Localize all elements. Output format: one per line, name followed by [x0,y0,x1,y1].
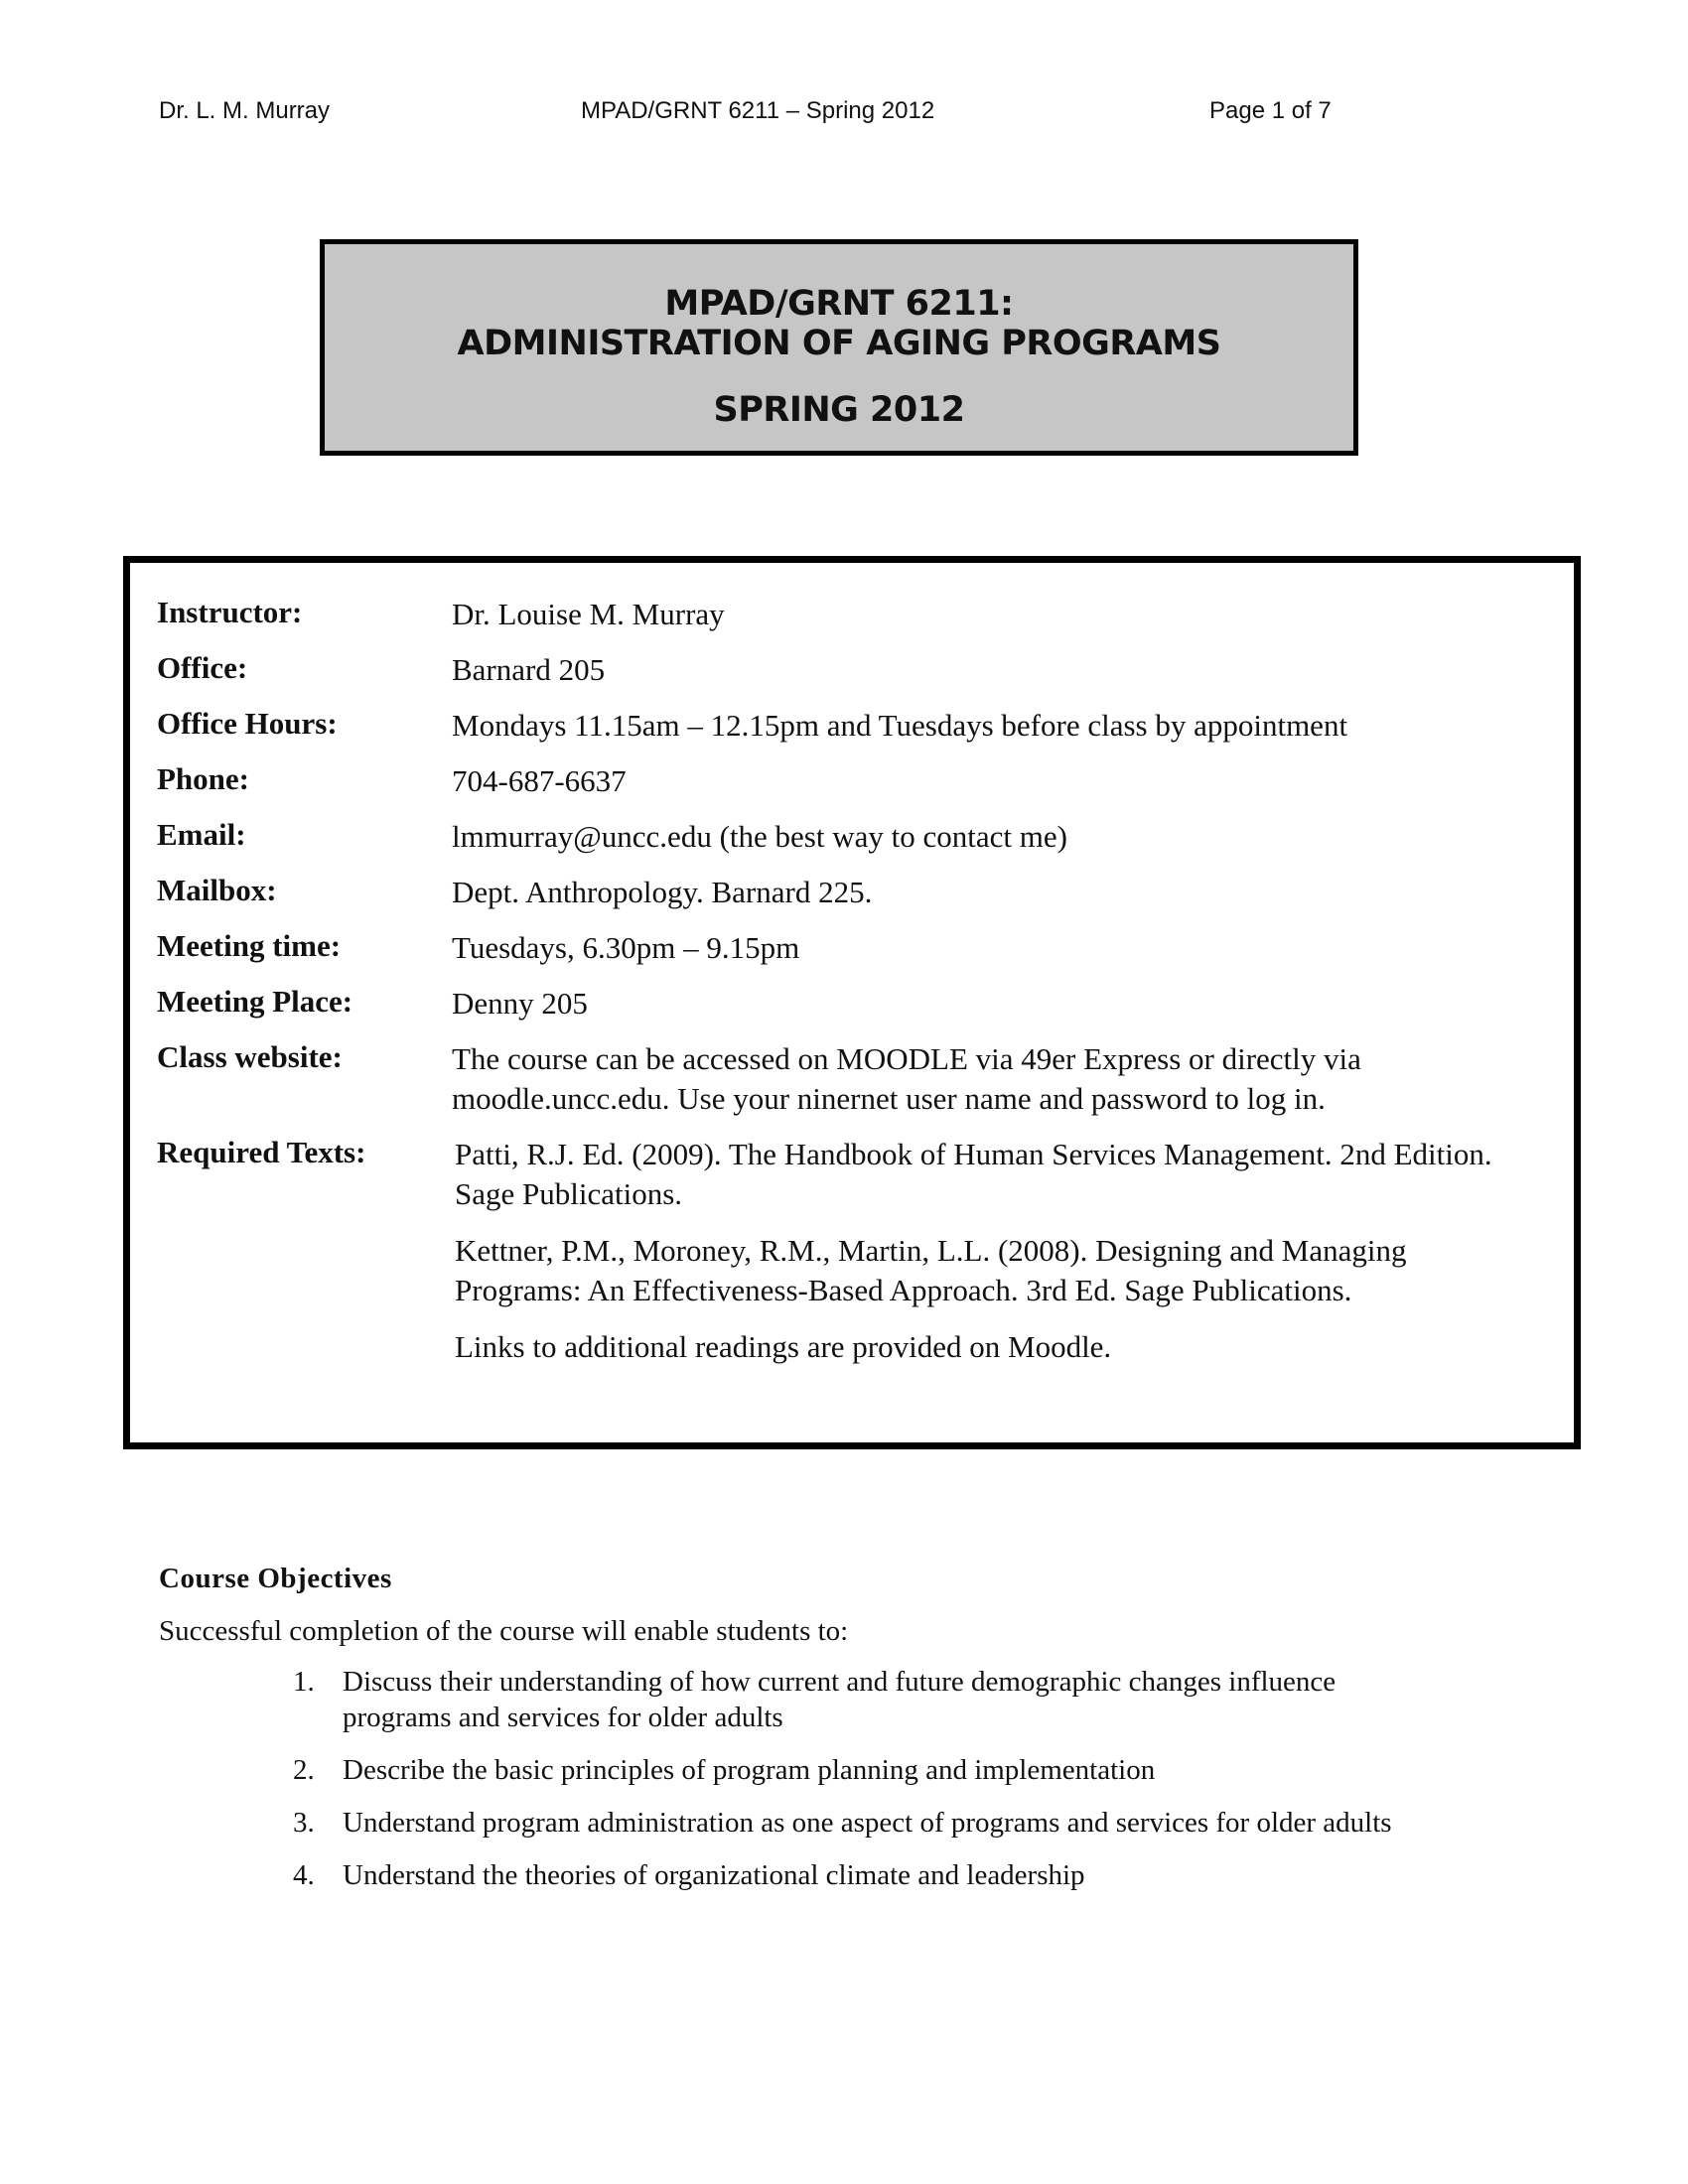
required-text-item: Patti, R.J. Ed. (2009). The Handbook of Human Services Management. 2nd Edition. Sage Publications. [455,1137,1492,1211]
list-item [159,1664,1415,1735]
list-item-number: 2. [293,1754,315,1786]
info-label: Meeting Place: [157,984,353,1019]
course-name-title: ADMINISTRATION OF AGING PROGRAMS [457,324,1221,363]
list-item [159,1857,1415,1893]
required-texts-list [455,1135,1527,1367]
list-item [159,1805,1415,1841]
course-semester-title: SPRING 2012 [713,390,965,430]
header-author: Dr. L. M. Murray [159,97,331,124]
header-page-number: Page 1 of 7 [1209,97,1332,124]
info-value: Denny 205 [452,986,588,1021]
info-value: lmmurray@uncc.edu (the best way to contact me) [452,819,1067,854]
objectives-intro: Successful completion of the course will enable students to: [159,1615,849,1647]
info-value: Dept. Anthropology. Barnard 225. [452,875,873,909]
info-label: Instructor: [157,595,303,629]
info-value: Dr. Louise M. Murray [452,597,725,631]
course-code-title: MPAD/GRNT 6211: [664,284,1014,324]
running-header [159,97,1331,137]
info-value: The course can be accessed on MOODLE via 49er Express or directly via moodle.uncc.edu. Use your ninernet user name and password to log in. [452,1041,1361,1116]
info-label: Meeting time: [157,928,342,963]
list-item-text: Describe the basic principles of program planning and implementation [343,1754,1156,1786]
info-label: Required Texts: [157,1135,366,1169]
header-course: MPAD/GRNT 6211 – Spring 2012 [581,97,935,124]
list-item-text: Understand the theories of organizational climate and leadership [343,1859,1085,1891]
info-value: Barnard 205 [452,652,606,687]
info-label: Phone: [157,761,249,796]
course-title-box [320,239,1358,456]
required-text-item: Kettner, P.M., Moroney, R.M., Martin, L.L. (2008). Designing and Managing Programs: An Effectiveness-Based Approach. 3rd Ed. Sage Publications. [455,1233,1407,1307]
info-label: Email: [157,817,246,852]
info-label: Class website: [157,1039,343,1074]
objectives-list [159,1664,1450,1893]
list-item-number: 4. [293,1859,315,1891]
list-item-text: Understand program administration as one aspect of programs and services for older adults [343,1807,1392,1839]
objectives-heading: Course Objectives [159,1563,392,1594]
list-item-text: Discuss their understanding of how current and future demographic changes influence programs and services for older adults [343,1666,1336,1733]
required-text-item: Links to additional readings are provided on Moodle. [455,1329,1112,1364]
info-label: Office Hours: [157,706,338,741]
list-item [159,1752,1415,1788]
info-value: Mondays 11.15am – 12.15pm and Tuesdays before class by appointment [452,708,1348,743]
list-item-number: 1. [293,1666,315,1698]
list-item-number: 3. [293,1807,315,1839]
info-label: Office: [157,650,248,685]
info-value: Tuesdays, 6.30pm – 9.15pm [452,930,800,965]
info-value: 704-687-6637 [452,763,627,798]
course-objectives-section [159,1559,1450,1910]
info-label: Mailbox: [157,873,277,907]
course-info-box [123,556,1581,1449]
